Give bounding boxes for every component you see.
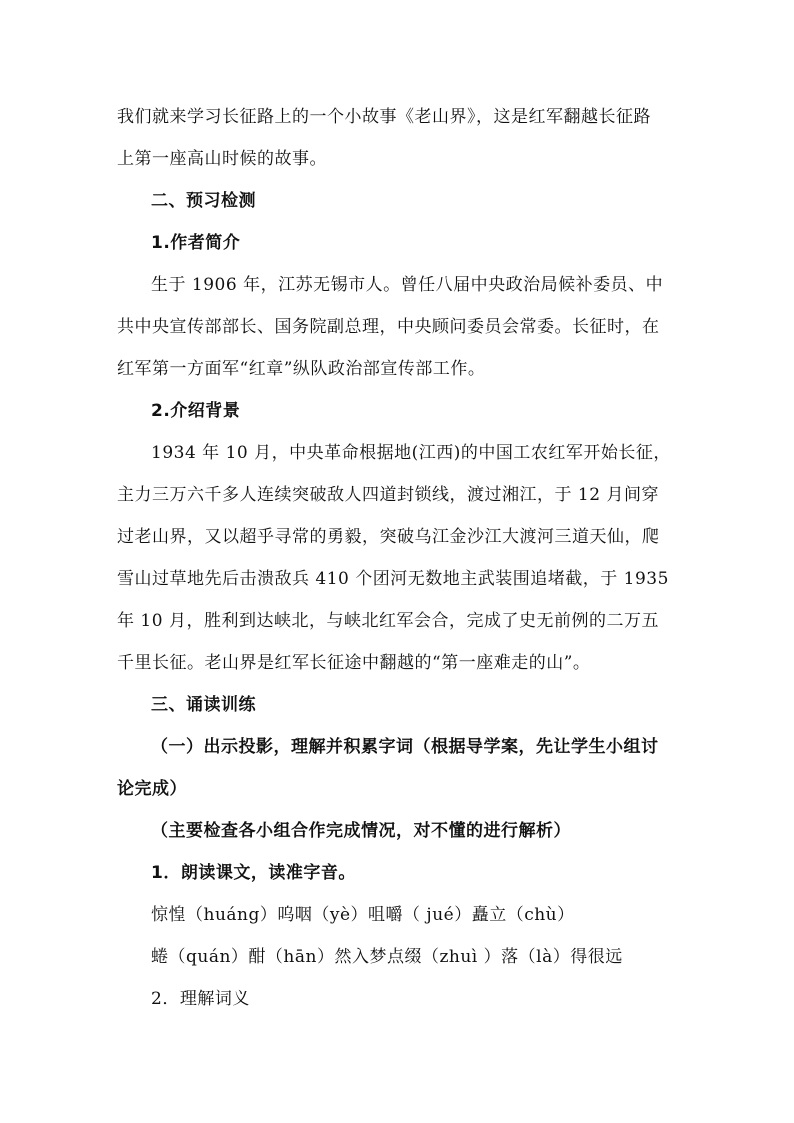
section-heading-reading: 三、诵读训练 [151, 695, 256, 715]
text-line-author-2: 共中央宣传部部长、国务院副总理，中央顾问委员会常委。长征时，在 [117, 317, 660, 337]
text-line-1: 我们就来学习长征路上的一个小故事《老山界》，这是红军翻越长征路 [117, 107, 651, 127]
text-line-background-6: 千里长征。老山界是红军长征途中翻越的“第一座难走的山”。 [117, 653, 591, 673]
text-line-background-5: 年 10 月，胜利到达峡北，与峡北红军会合，完成了史无前例的二万五 [117, 611, 659, 631]
section-heading-preview: 二、预习检测 [151, 191, 256, 211]
text-line-author-1: 生于 1906 年，江苏无锡市人。曾任八届中央政治局候补委员、中 [151, 275, 664, 295]
subheading-background: 2.介绍背景 [151, 401, 241, 421]
text-line-2: 上第一座高山时候的故事。 [117, 149, 327, 169]
subheading-read-aloud: 1．朗读课文，读准字音。 [151, 863, 356, 883]
text-line-background-2: 主力三万六千多人连续突破敌人四道封锁线，渡过湘江，于 12 月间穿 [117, 485, 659, 505]
text-line-background-4: 雪山过草地先后击溃敌兵 410 个团河无数地主武装围追堵截，于 1935 [117, 569, 669, 589]
subheading-understand-words: 2．理解词义 [151, 989, 250, 1009]
text-line-author-3: 红军第一方面军“红章”纵队政治部宣传部工作。 [117, 359, 486, 379]
text-line-task-note: （主要检查各小组合作完成情况，对不懂的进行解析） [151, 821, 571, 841]
text-line-task-2: 论完成） [117, 779, 187, 799]
text-line-background-1: 1934 年 10 月，中央革命根据地(江西)的中国工农红军开始长征， [151, 443, 671, 463]
text-line-task-1: （一）出示投影，理解并积累字词（根据导学案，先让学生小组讨 [151, 737, 659, 757]
text-line-vocab-1: 惊惶（huáng）呜咽（yè）咀嚼（ jué）矗立（chù） [151, 905, 575, 925]
text-line-background-3: 过老山界，又以超乎寻常的勇毅，突破乌江金沙江大渡河三道天仙，爬 [117, 527, 660, 547]
text-line-vocab-2: 蜷（quán）酣（hān）然入梦点缀（zhuì ）落（là）得很远 [151, 947, 623, 967]
subheading-author: 1.作者简介 [151, 233, 241, 253]
